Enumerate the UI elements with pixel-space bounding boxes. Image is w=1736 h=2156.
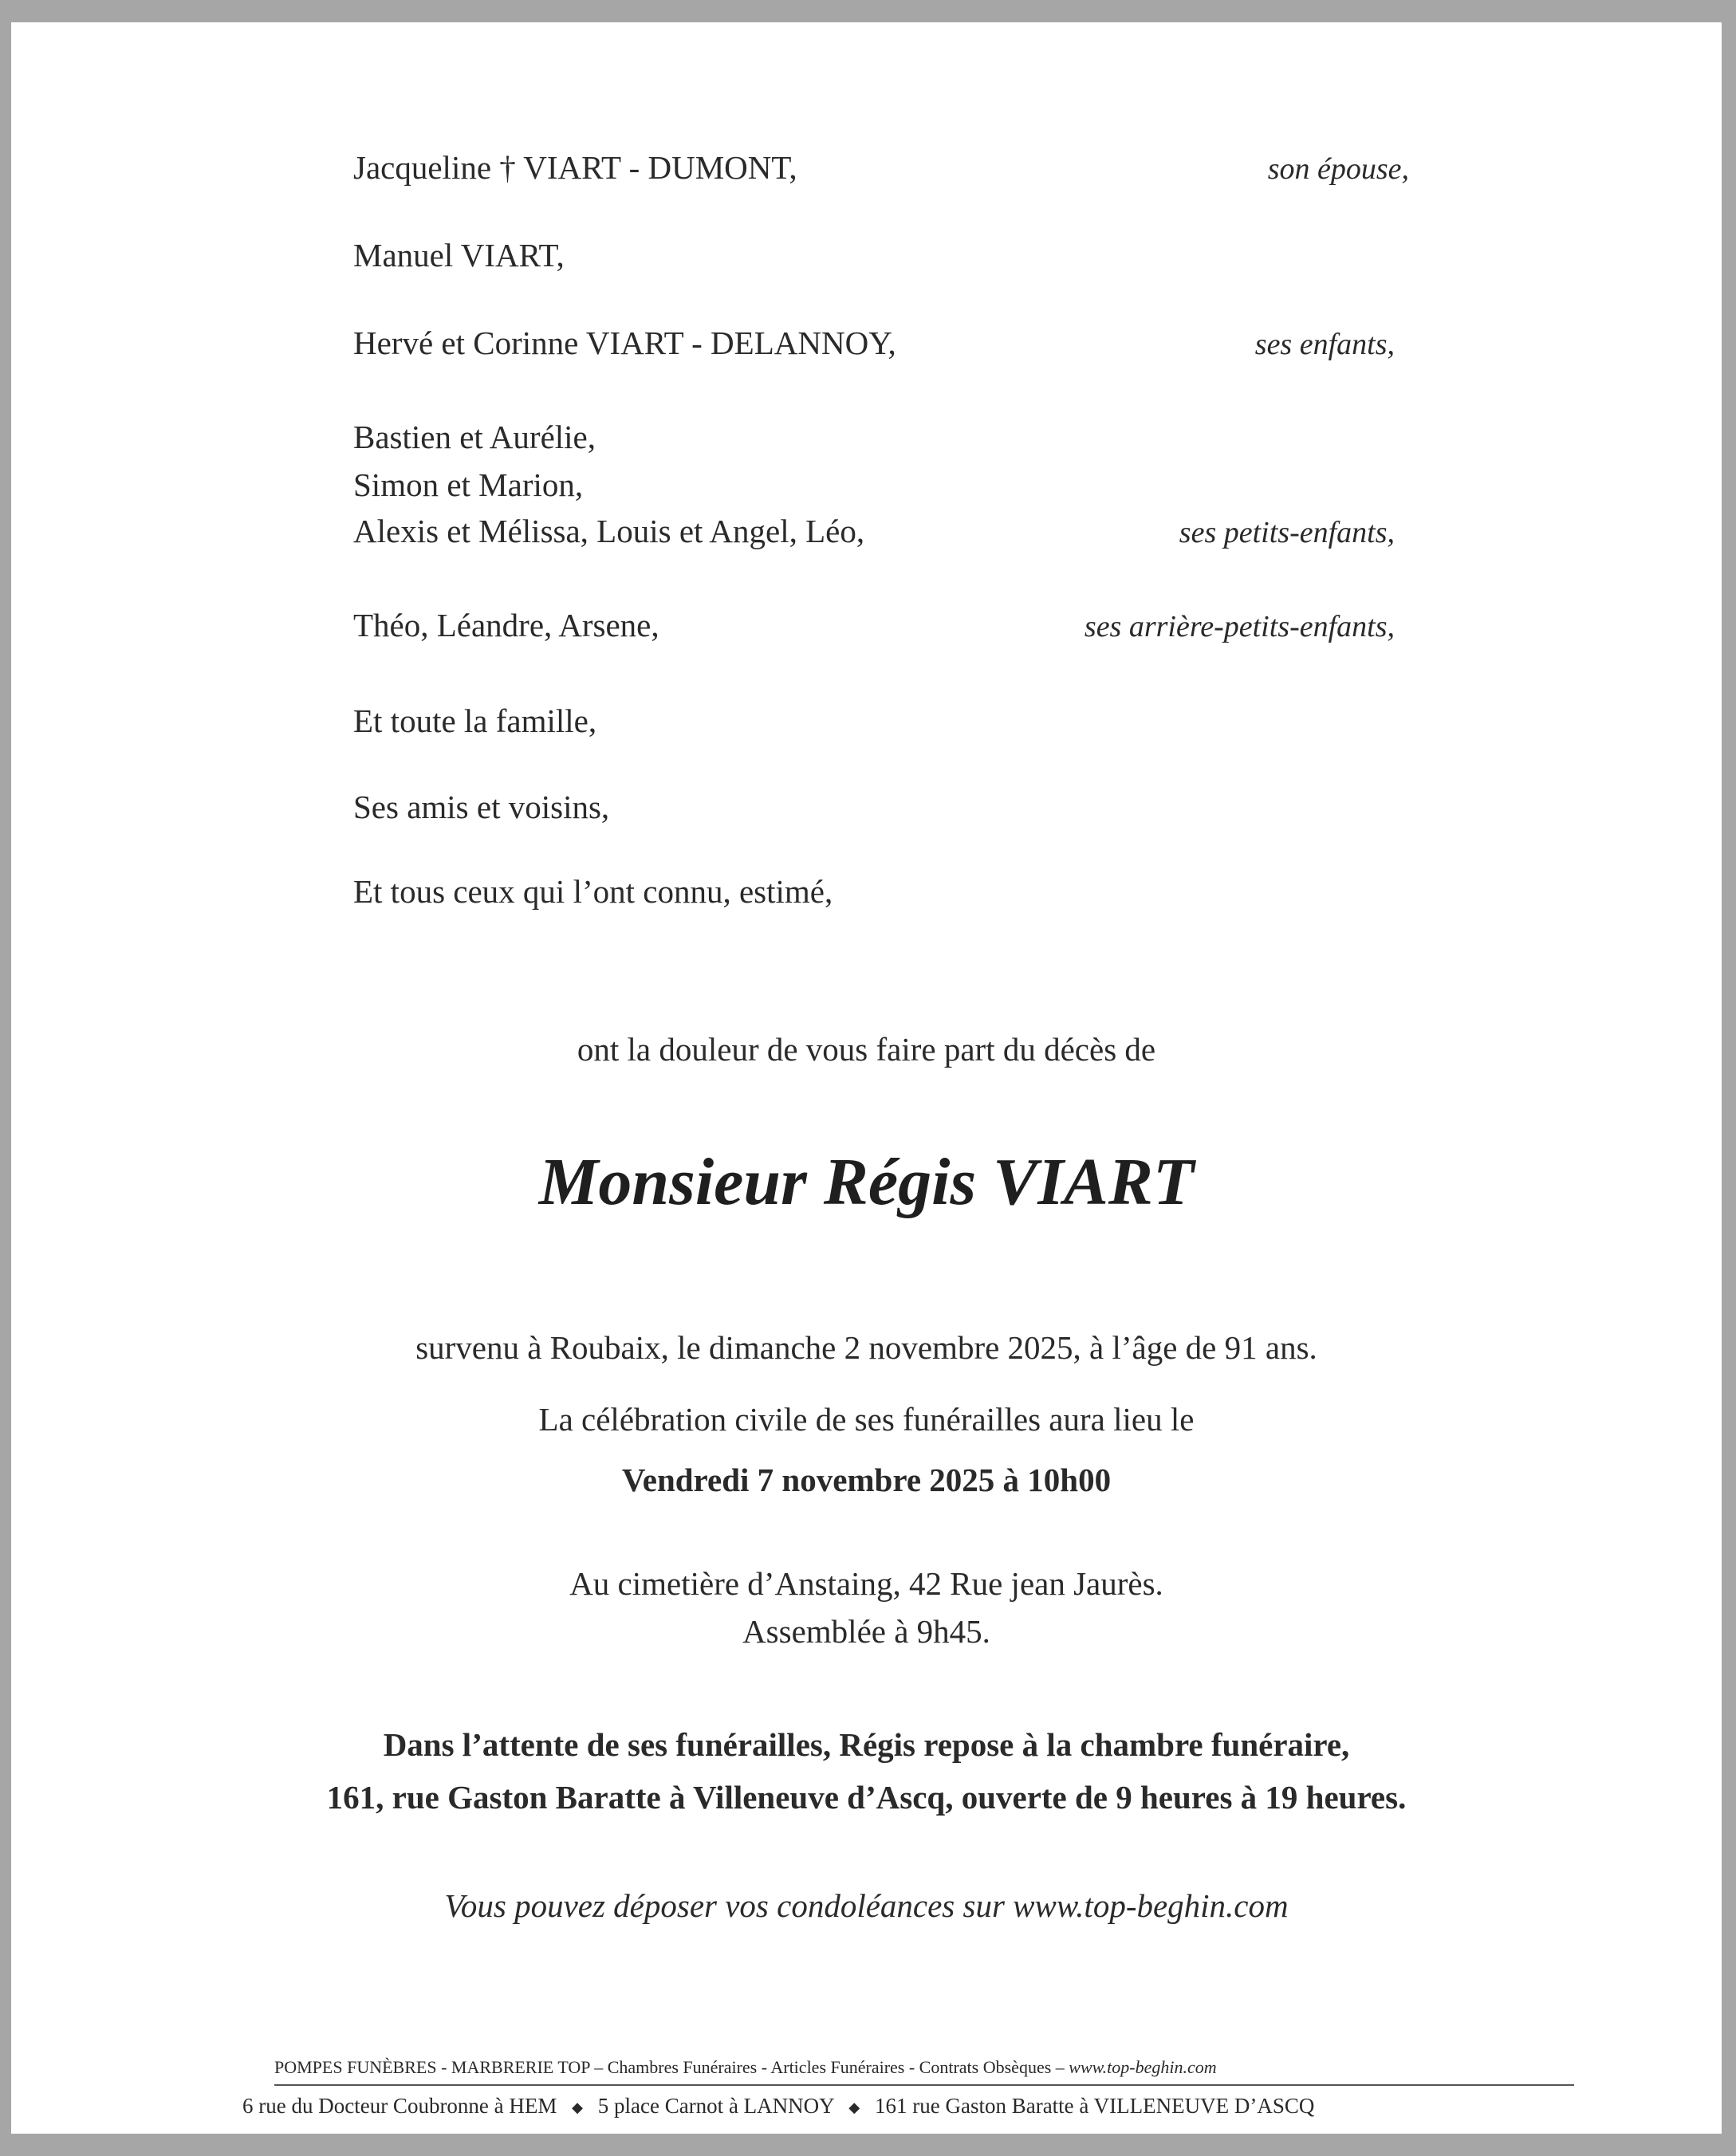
deceased-name: Monsieur Régis VIART: [538, 1145, 1195, 1219]
family-line: Simon et Marion,: [353, 466, 584, 503]
family-relation: ses petits-enfants,: [1179, 516, 1395, 549]
ceremony-intro: La célébration civile de ses funérailles aura lieu le: [538, 1401, 1195, 1438]
footer-divider: [274, 2084, 1574, 2086]
family-line: Théo, Léandre, Arsene,: [353, 607, 659, 643]
footer-address-hem: 6 rue du Docteur Coubronne à HEM: [242, 2094, 557, 2118]
footer-company: [274, 2057, 1217, 2078]
family-line: Ses amis et voisins,: [353, 789, 610, 825]
family-line: Manuel VIART,: [353, 237, 565, 273]
family-line: Et tous ceux qui l’ont connu, estimé,: [353, 873, 833, 910]
family-line: Bastien et Aurélie,: [353, 419, 596, 455]
footer-addresses: [242, 2094, 1314, 2119]
ceremony-location: Au cimetière d’Anstaing, 42 Rue jean Jaurès.: [569, 1565, 1163, 1602]
announcement-intro: ont la douleur de vous faire part du décès de: [577, 1031, 1156, 1068]
footer-website: www.top-beghin.com: [1069, 2057, 1217, 2077]
footer-address-villeneuve: 161 rue Gaston Baratte à VILLENEUVE D’ASCQ: [875, 2094, 1315, 2118]
family-line: Hervé et Corinne VIART - DELANNOY,: [353, 325, 896, 361]
death-info: survenu à Roubaix, le dimanche 2 novembre 2025, à l’âge de 91 ans.: [415, 1329, 1317, 1366]
family-relation: son épouse,: [1267, 152, 1409, 186]
footer-address-lannoy: 5 place Carnot à LANNOY: [597, 2094, 834, 2118]
condolences-text: Vous pouvez déposer vos condoléances sur www.top-beghin.com: [444, 1887, 1289, 1924]
diamond-separator-icon: ◆: [572, 2099, 583, 2116]
death-notice-page: [11, 22, 1722, 2134]
rest-info-line1: Dans l’attente de ses funérailles, Régis repose à la chambre funéraire,: [383, 1726, 1350, 1763]
family-relation: ses arrière-petits-enfants,: [1084, 610, 1395, 643]
ceremony-date: Vendredi 7 novembre 2025 à 10h00: [621, 1462, 1112, 1498]
family-line: Jacqueline † VIART - DUMONT,: [353, 149, 797, 186]
footer-company-text: POMPES FUNÈBRES - MARBRERIE TOP – Chambres Funéraires - Articles Funéraires - Contrats Obsèques –: [274, 2057, 1065, 2077]
family-line: Et toute la famille,: [353, 702, 597, 739]
family-line: Alexis et Mélissa, Louis et Angel, Léo,: [353, 513, 865, 549]
family-relation: ses enfants,: [1254, 328, 1395, 361]
rest-info-line2: 161, rue Gaston Baratte à Villeneuve d’Ascq, ouverte de 9 heures à 19 heures.: [326, 1779, 1407, 1816]
assembly-time: Assemblée à 9h45.: [742, 1613, 990, 1650]
diamond-separator-icon: ◆: [848, 2099, 860, 2116]
